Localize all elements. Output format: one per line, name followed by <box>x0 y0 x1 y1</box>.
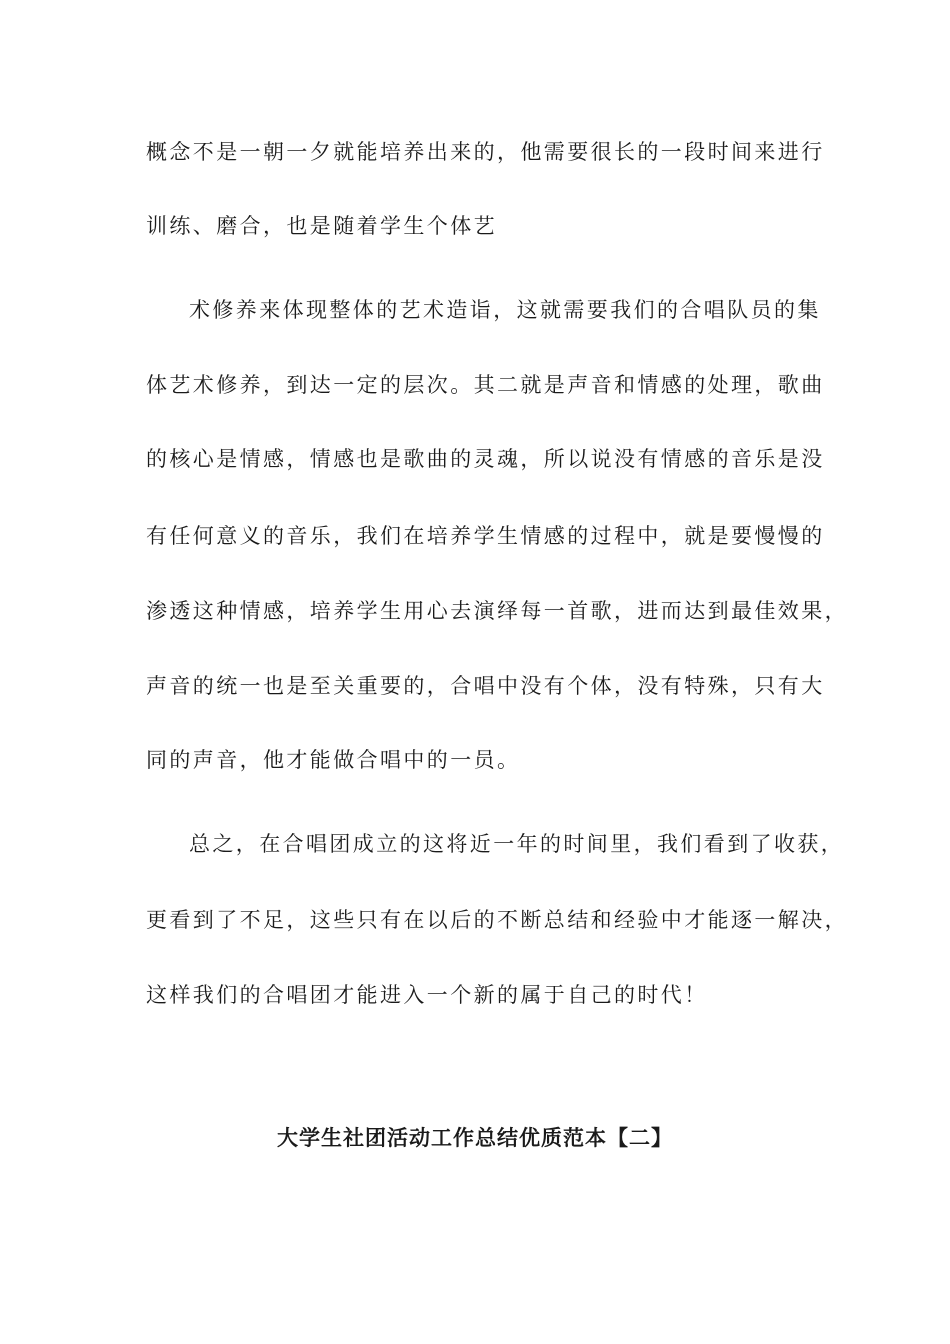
text-line: 更看到了不足，这些只有在以后的不断总结和经验中才能逐一解决， <box>146 908 848 932</box>
text-line: 训练、磨合，也是随着学生个体艺 <box>146 214 497 238</box>
text-line: 这样我们的合唱团才能进入一个新的属于自己的时代！ <box>146 983 708 1007</box>
text-line: 声音的统一也是至关重要的，合唱中没有个体，没有特殊，只有大 <box>146 674 825 698</box>
section-title: 大学生社团活动工作总结优质范本【二】 <box>277 1126 673 1150</box>
text-line: 同的声音，他才能做合唱中的一员。 <box>146 748 521 772</box>
text-line: 体艺术修养，到达一定的层次。其二就是声音和情感的处理，歌曲 <box>146 373 825 397</box>
text-line: 的核心是情感，情感也是歌曲的灵魂，所以说没有情感的音乐是没 <box>146 447 825 471</box>
text-line: 总之，在合唱团成立的这将近一年的时间里，我们看到了收获， <box>189 832 845 856</box>
text-line: 有任何意义的音乐，我们在培养学生情感的过程中，就是要慢慢的 <box>146 524 825 548</box>
text-line: 概念不是一朝一夕就能培养出来的，他需要很长的一段时间来进行 <box>146 140 825 164</box>
text-line: 术修养来体现整体的艺术造诣，这就需要我们的合唱队员的集 <box>189 298 821 322</box>
text-line: 渗透这种情感，培养学生用心去演绎每一首歌，进而达到最佳效果， <box>146 599 848 623</box>
